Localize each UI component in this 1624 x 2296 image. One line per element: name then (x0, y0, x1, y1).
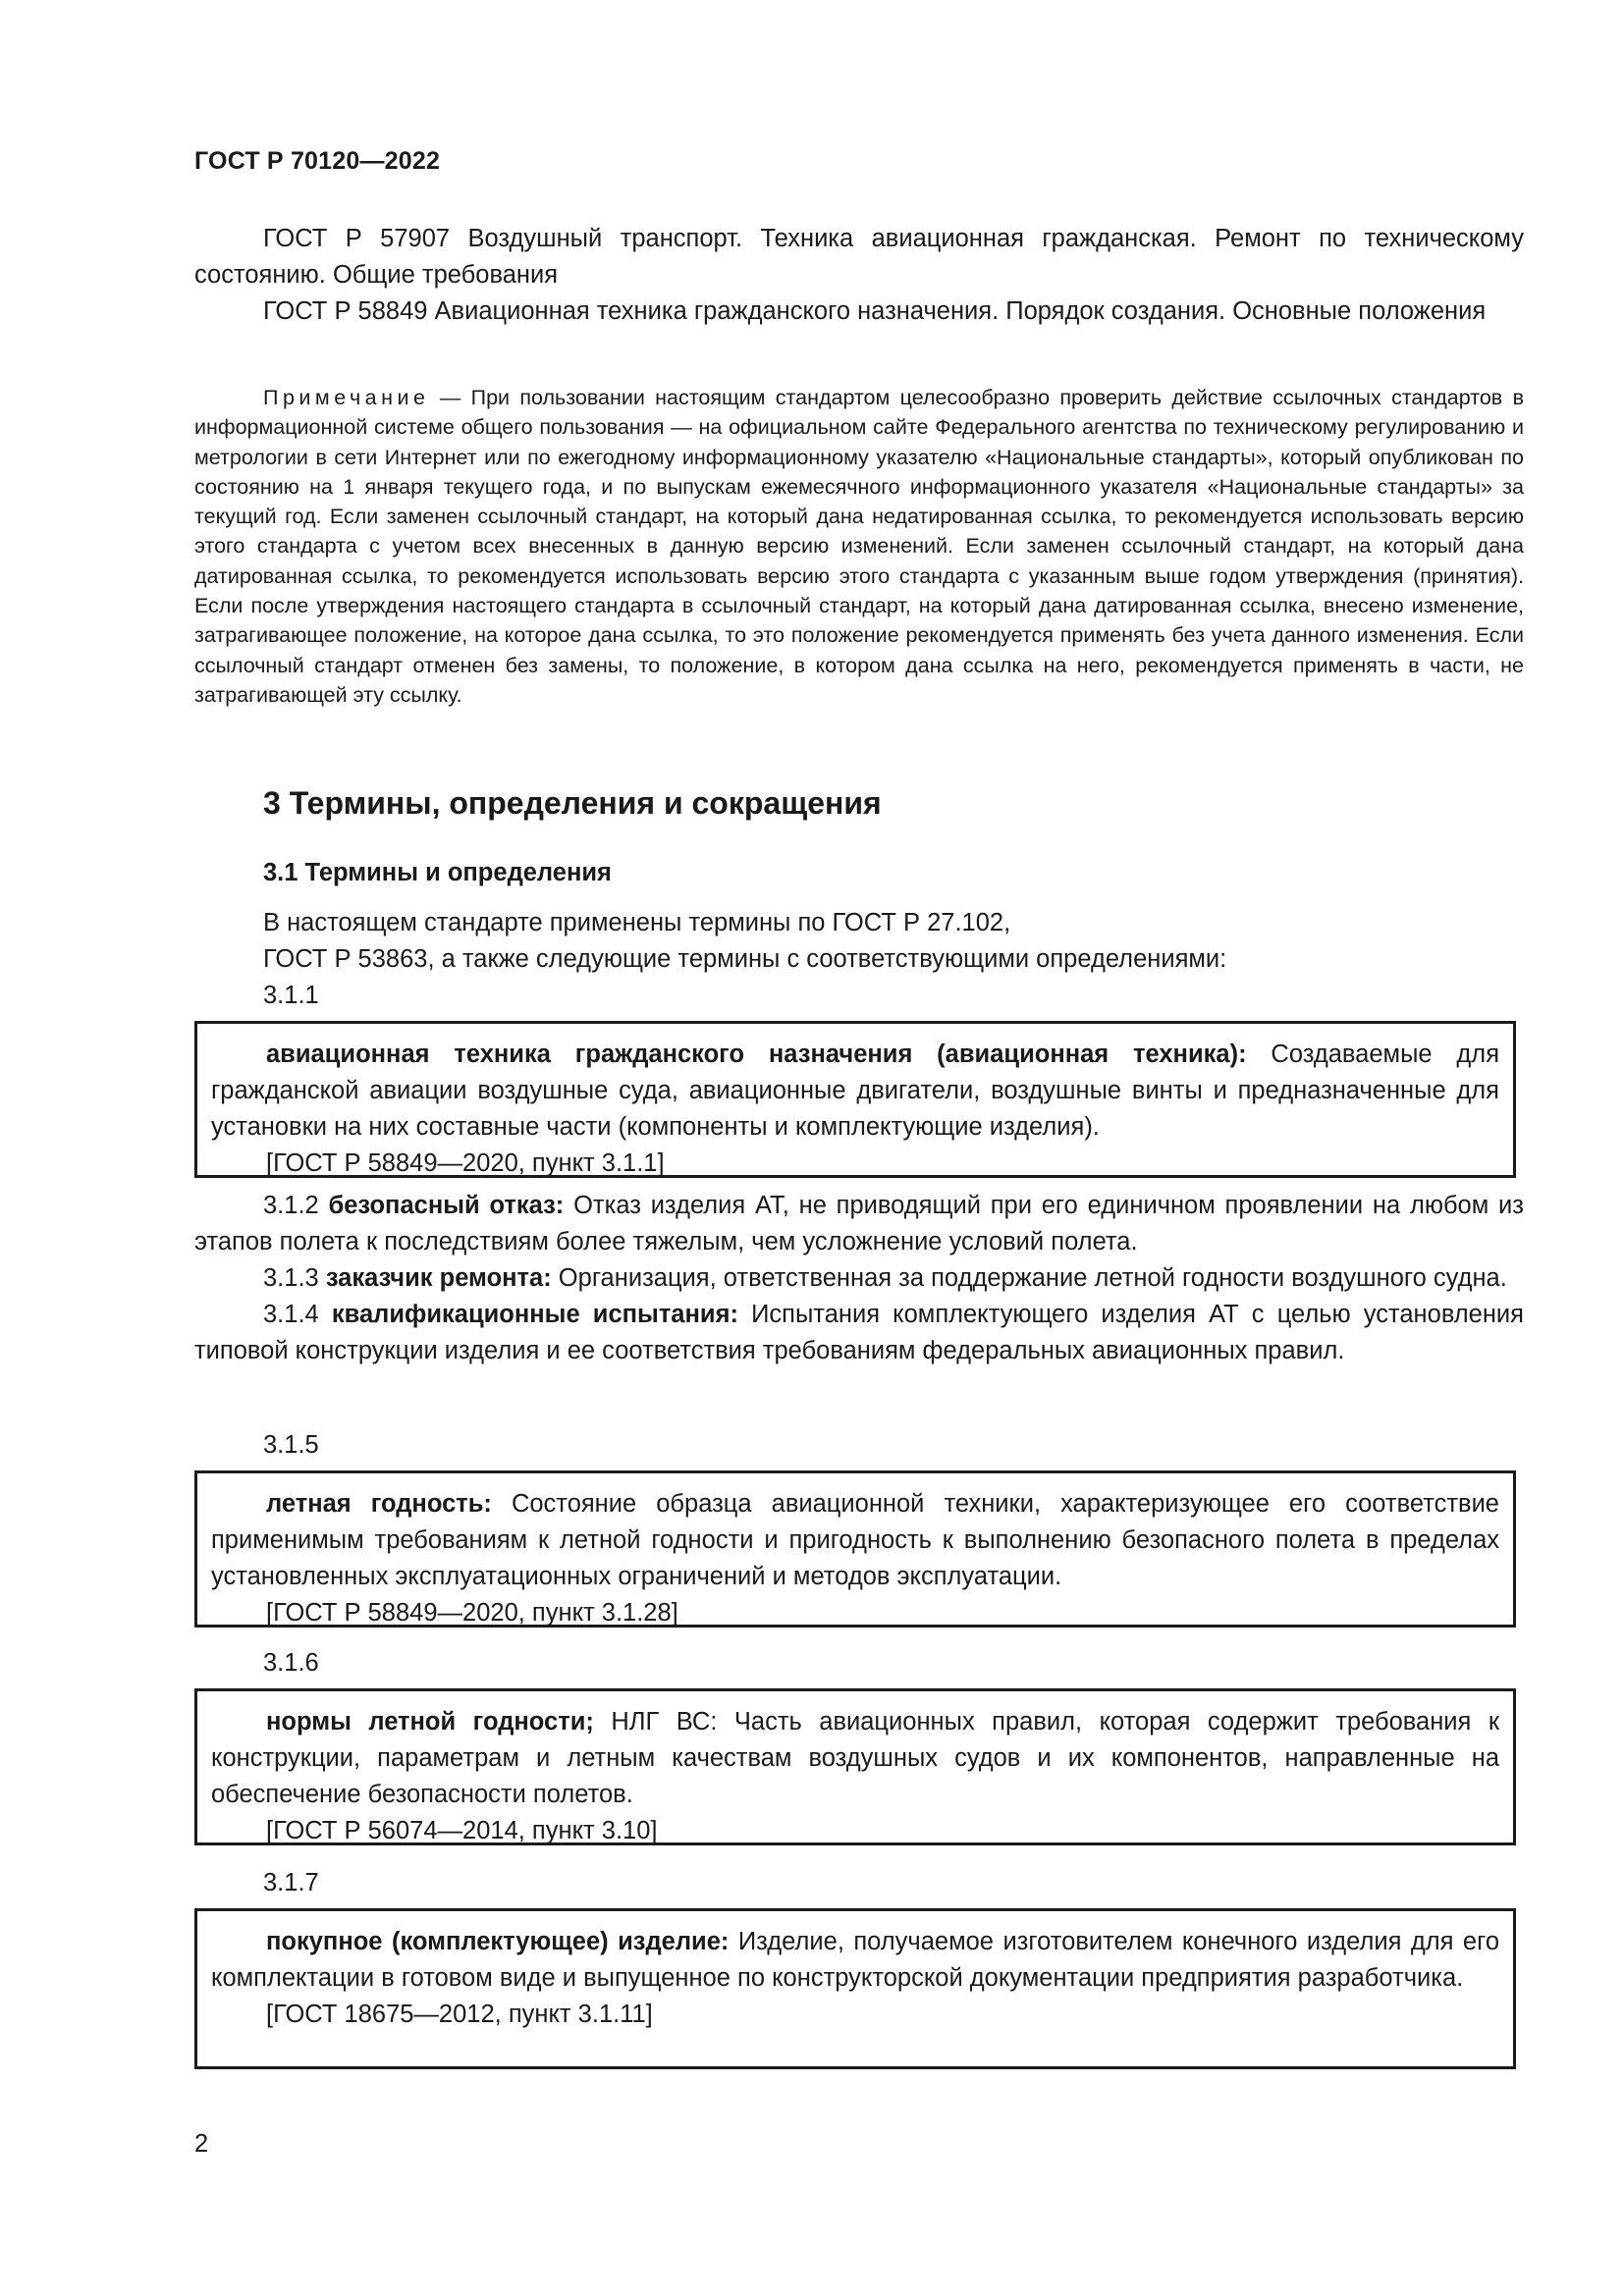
term-number: 3.1.4 (263, 1301, 319, 1328)
term-number: 3.1.2 (263, 1192, 319, 1219)
term-def-text: Создаваемые для гражданской авиации воздушные суда, авиационные двигатели, воздушные винты и предназначенные для установки на них составные части (компоненты и комплектующие изделия). (211, 1041, 1499, 1141)
term-name: покупное (комплектующее) изделие: (266, 1928, 730, 1955)
term-def-text: Состояние образца авиационной техники, характеризующее его соответствие применимым требованиям к летной годности и пригодность к выполнению безопасного полета в пределах установленных эксплуатационных ограничений и методов эксплуатации. (211, 1490, 1499, 1590)
term-definition (211, 1486, 1499, 1595)
note-text: — При пользовании настоящим стандартом целесообразно проверить действие ссылочных стандартов в информационной системе общего пользования — на официальном сайте Федерального агентства по техническому регулированию и метрологии в сети Интернет или по ежегодному информационному указателю «Национальные стандарты», который опубликован по состоянию на 1 января текущего года, и по выпускам ежемесячного информационного указателя «Национальные стандарты» за текущий год. Если заменен ссылочный стандарт, на который дана недатированная ссылка, то рекомендуется использовать версию этого стандарта с учетом всех внесенных в данную версию изменений. Если заменен ссылочный стандарт, на который дана датированная ссылка, то рекомендуется использовать версию этого стандарта с указанным выше годом утверждения (принятия). Если после утверждения настоящего стандарта в ссылочный стандарт, на который дана датированная ссылка, внесено изменение, затрагивающее положение, на которое дана ссылка, то это положение рекомендуется применять без учета данного изменения. Если ссылочный стандарт отменен без замены, то положение, в котором дана ссылка на него, рекомендуется применять в части, не затрагивающей эту ссылку. (194, 386, 1524, 707)
term-paragraph (194, 1297, 1524, 1369)
term-definition (211, 1924, 1499, 1997)
note-paragraph (194, 383, 1524, 710)
note-label: Примечание (263, 386, 430, 409)
term-number: 3.1.6 (263, 1649, 319, 1677)
term-def-text: НЛГ ВС: Часть авиационных правил, которая содержит требования к конструкции, параметрам и летным качествам воздушных судов и их компонентов, направленные на обеспечение безопасности полетов. (211, 1708, 1499, 1808)
term-number: 3.1.7 (263, 1869, 319, 1896)
references-list (194, 221, 1524, 330)
term-box-3-1-7 (194, 1908, 1516, 2069)
page-number: 2 (194, 2130, 209, 2158)
term-name: летная годность: (266, 1490, 492, 1518)
intro-line: В настоящем стандарте применены термины по ГОСТ Р 27.102, (263, 909, 1011, 936)
page-header: ГОСТ Р 70120—2022 (194, 147, 441, 175)
reference-item: ГОСТ Р 57907 Воздушный транспорт. Техника авиационная гражданская. Ремонт по техническому состоянию. Общие требования (194, 225, 1524, 289)
term-source: [ГОСТ Р 58849—2020, пункт 3.1.1] (266, 1149, 665, 1177)
term-definition (211, 1037, 1499, 1146)
term-def-text: Испытания комплектующего изделия АТ с целью установления типовой конструкции изделия и ее соответствия требованиям федеральных авиационных правил. (194, 1301, 1524, 1364)
term-definition (211, 1704, 1499, 1813)
term-number: 3.1.1 (263, 982, 319, 1009)
term-name: нормы летной годности; (266, 1708, 594, 1735)
term-name: безопасный отказ: (328, 1192, 565, 1219)
term-def-text: Организация, ответственная за поддержание летной годности воздушного судна. (551, 1264, 1507, 1292)
term-name: заказчик ремонта: (325, 1264, 552, 1292)
reference-item: ГОСТ Р 58849 Авиационная техника гражданского назначения. Порядок создания. Основные положения (263, 297, 1487, 325)
term-number: 3.1.5 (263, 1431, 319, 1459)
term-box-3-1-1 (194, 1021, 1516, 1178)
section-title: 3 Термины, определения и сокращения (263, 785, 882, 821)
term-source: [ГОСТ Р 58849—2020, пункт 3.1.28] (266, 1599, 678, 1627)
term-box-3-1-6 (194, 1688, 1516, 1845)
term-paragraph (194, 1188, 1524, 1260)
term-box-3-1-5 (194, 1470, 1516, 1628)
term-source: [ГОСТ Р 56074—2014, пункт 3.10] (266, 1817, 658, 1844)
term-source: [ГОСТ 18675—2012, пункт 3.1.11] (266, 2001, 653, 2028)
terms-plain (194, 1188, 1524, 1369)
term-paragraph (194, 1260, 1524, 1297)
term-name: авиационная техника гражданского назначения (авиационная техника): (266, 1041, 1247, 1068)
term-number: 3.1.3 (263, 1264, 319, 1292)
term-name: квалификационные испытания: (331, 1301, 738, 1328)
term-def-text: Отказ изделия АТ, не приводящий при его единичном проявлении на любом из этапов полета к последствиям более тяжелым, чем усложнение условий полета. (194, 1192, 1524, 1255)
term-def-text: Изделие, получаемое изготовителем конечного изделия для его комплектации в готовом виде и выпущенное по конструкторской документации предприятия разработчика. (211, 1928, 1499, 1992)
subsection-title: 3.1 Термины и определения (263, 859, 612, 886)
intro-text (194, 905, 1524, 978)
intro-line: ГОСТ Р 53863, а также следующие термины с соответствующими определениями: (263, 945, 1227, 973)
